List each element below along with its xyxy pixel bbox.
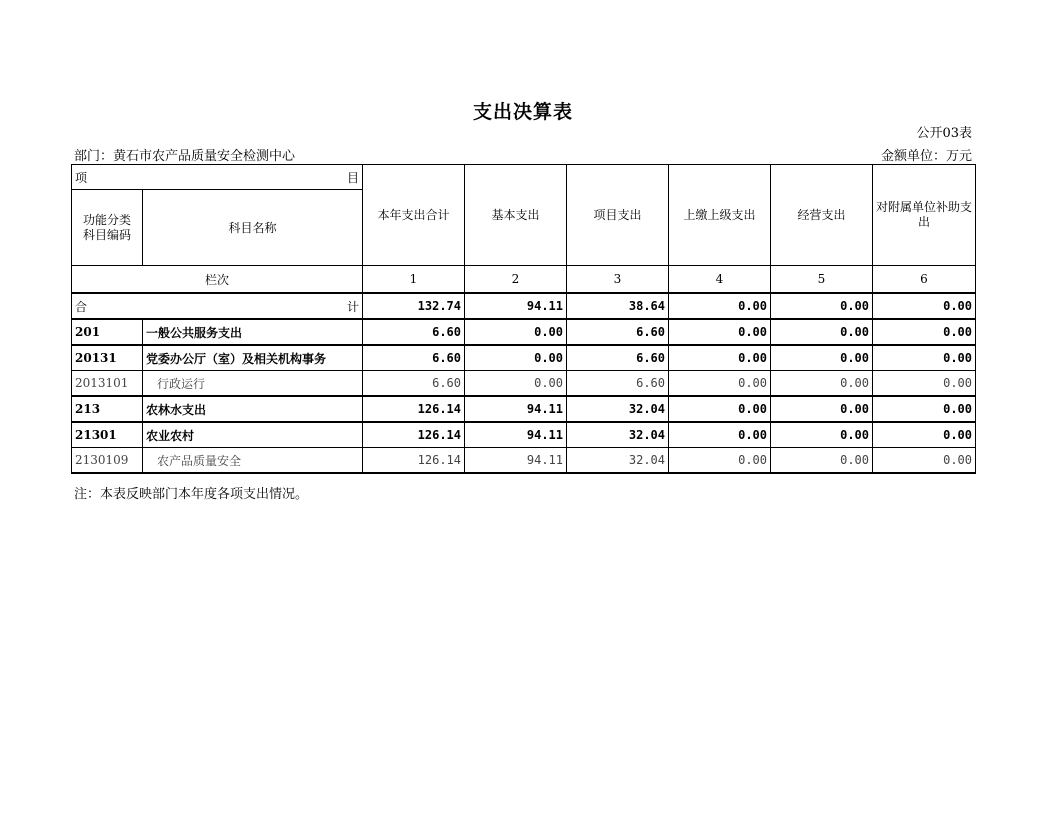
row-name: 党委办公厅（室）及相关机构事务: [143, 345, 363, 371]
total-value: 0.00: [771, 293, 873, 319]
row-value: 126.14: [363, 422, 465, 448]
row-code: 2013101: [72, 371, 143, 397]
row-value: 0.00: [669, 345, 771, 371]
row-value: 6.60: [567, 371, 669, 397]
row-value: 32.04: [567, 448, 669, 474]
row-value: 6.60: [567, 319, 669, 345]
row-value: 0.00: [465, 319, 567, 345]
total-value: 38.64: [567, 293, 669, 319]
department-label: 部门：黄石市农产品质量安全检测中心: [74, 149, 296, 164]
col-header-4: 上缴上级支出: [669, 165, 771, 266]
row-code: 20131: [72, 345, 143, 371]
row-value: 0.00: [771, 345, 873, 371]
form-code: 公开03表: [916, 126, 972, 141]
report-title: 支出决算表: [472, 101, 573, 123]
col-header-3: 项目支出: [567, 165, 669, 266]
row-value: 126.14: [363, 396, 465, 422]
seq-5: 5: [771, 266, 873, 294]
row-value: 32.04: [567, 422, 669, 448]
row-value: 6.60: [567, 345, 669, 371]
col-header-2: 基本支出: [465, 165, 567, 266]
row-value: 0.00: [465, 345, 567, 371]
row-value: 6.60: [363, 371, 465, 397]
row-value: 94.11: [465, 448, 567, 474]
seq-1: 1: [363, 266, 465, 294]
total-label-cell: [72, 293, 363, 319]
row-value: 94.11: [465, 422, 567, 448]
func-code-header-text: 功能分类科目编码: [82, 212, 131, 242]
item-header-cell: [72, 165, 363, 190]
footnote: 注：本表反映部门本年度各项支出情况。: [74, 487, 309, 502]
total-row: [72, 293, 976, 319]
row-name: 农产品质量安全: [143, 448, 363, 474]
row-value: 0.00: [873, 396, 976, 422]
seq-2: 2: [465, 266, 567, 294]
item-header-left: 项: [75, 170, 88, 185]
row-value: 0.00: [873, 319, 976, 345]
expenditure-table: [71, 164, 976, 474]
row-value: 32.04: [567, 396, 669, 422]
row-value: 0.00: [669, 396, 771, 422]
table-row: [72, 345, 976, 371]
row-value: 94.11: [465, 396, 567, 422]
row-value: 0.00: [771, 371, 873, 397]
seq-3: 3: [567, 266, 669, 294]
row-value: 0.00: [873, 371, 976, 397]
row-value: 0.00: [669, 448, 771, 474]
row-value: 0.00: [771, 422, 873, 448]
table-row: [72, 396, 976, 422]
row-value: 0.00: [465, 371, 567, 397]
total-value: 94.11: [465, 293, 567, 319]
total-label-left: 合: [75, 299, 88, 314]
row-code: 21301: [72, 422, 143, 448]
table-row: [72, 371, 976, 397]
row-name: 农业农村: [143, 422, 363, 448]
row-code: 201: [72, 319, 143, 345]
row-name: 一般公共服务支出: [143, 319, 363, 345]
seq-4: 4: [669, 266, 771, 294]
row-value: 0.00: [873, 345, 976, 371]
total-label-right: 计: [346, 299, 359, 314]
total-value: 0.00: [873, 293, 976, 319]
row-value: 6.60: [363, 345, 465, 371]
total-value: 0.00: [669, 293, 771, 319]
row-value: 0.00: [873, 422, 976, 448]
item-header-right: 目: [346, 170, 359, 185]
row-value: 0.00: [771, 319, 873, 345]
row-value: 0.00: [771, 448, 873, 474]
seq-6: 6: [873, 266, 976, 294]
col-header-5: 经营支出: [771, 165, 873, 266]
row-name: 行政运行: [143, 371, 363, 397]
row-value: 0.00: [669, 422, 771, 448]
func-code-header: [72, 190, 143, 266]
row-value: 0.00: [669, 319, 771, 345]
row-value: 0.00: [873, 448, 976, 474]
row-name: 农林水支出: [143, 396, 363, 422]
row-code: 213: [72, 396, 143, 422]
col-header-1: 本年支出合计: [363, 165, 465, 266]
row-value: 0.00: [669, 371, 771, 397]
col-header-6: 对附属单位补助支出: [873, 165, 976, 266]
row-value: 6.60: [363, 319, 465, 345]
row-value: 0.00: [771, 396, 873, 422]
amount-unit: 金额单位：万元: [880, 149, 972, 164]
table-row: [72, 319, 976, 345]
table-row: [72, 448, 976, 474]
total-value: 132.74: [363, 293, 465, 319]
row-value: 126.14: [363, 448, 465, 474]
table-row: [72, 422, 976, 448]
row-code: 2130109: [72, 448, 143, 474]
seq-label: 栏次: [72, 266, 363, 294]
subject-name-header: 科目名称: [143, 190, 363, 266]
